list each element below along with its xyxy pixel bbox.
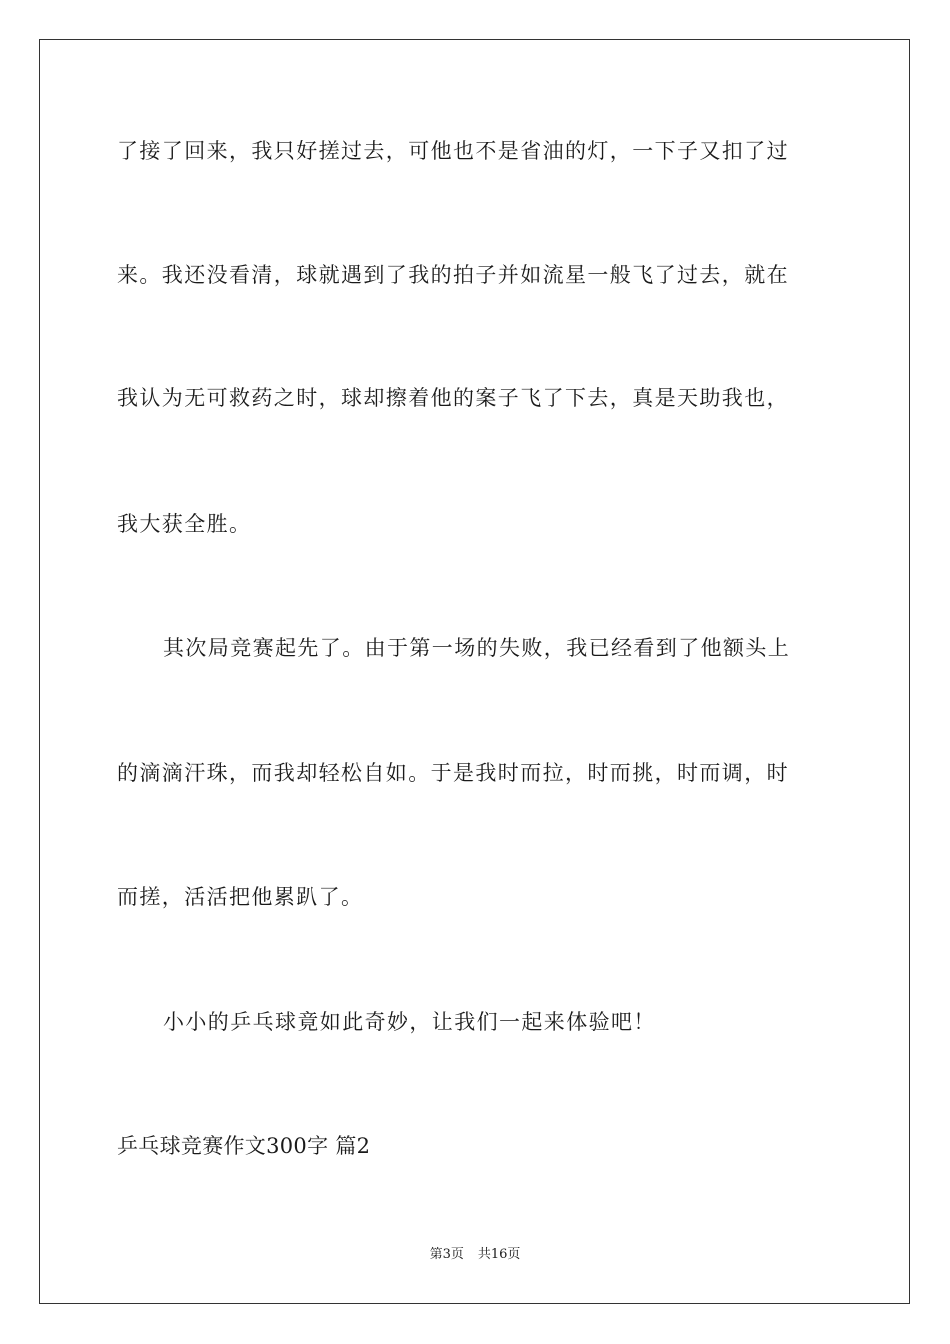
page-number: 第3页 bbox=[429, 1247, 464, 1262]
paragraph-1-line-4: 我大获全胜。 bbox=[117, 512, 252, 536]
section-heading: 乒乓球竞赛作文300字 篇2 bbox=[117, 1134, 371, 1158]
paragraph-1-line-3: 我认为无可救药之时，球却擦着他的案子飞了下去，真是天助我也， bbox=[117, 386, 789, 410]
page-total: 共16页 bbox=[477, 1247, 521, 1262]
paragraph-3-line-1: 小小的乒乓球竟如此奇妙，让我们一起来体验吧！ bbox=[163, 1010, 656, 1034]
paragraph-2-line-1: 其次局竞赛起先了。由于第一场的失败，我已经看到了他额头上 bbox=[163, 636, 791, 660]
paragraph-2-line-3: 而搓，活活把他累趴了。 bbox=[117, 885, 364, 909]
paragraph-2-line-2: 的滴滴汗珠，而我却轻松自如。于是我时而拉，时而挑，时而调，时 bbox=[117, 761, 789, 785]
page-border bbox=[39, 39, 910, 1304]
paragraph-1-line-2: 来。我还没看清，球就遇到了我的拍子并如流星一般飞了过去，就在 bbox=[117, 263, 789, 287]
page-footer bbox=[0, 1246, 950, 1264]
paragraph-1-line-1: 了接了回来，我只好搓过去，可他也不是省油的灯，一下子又扣了过 bbox=[117, 139, 789, 163]
